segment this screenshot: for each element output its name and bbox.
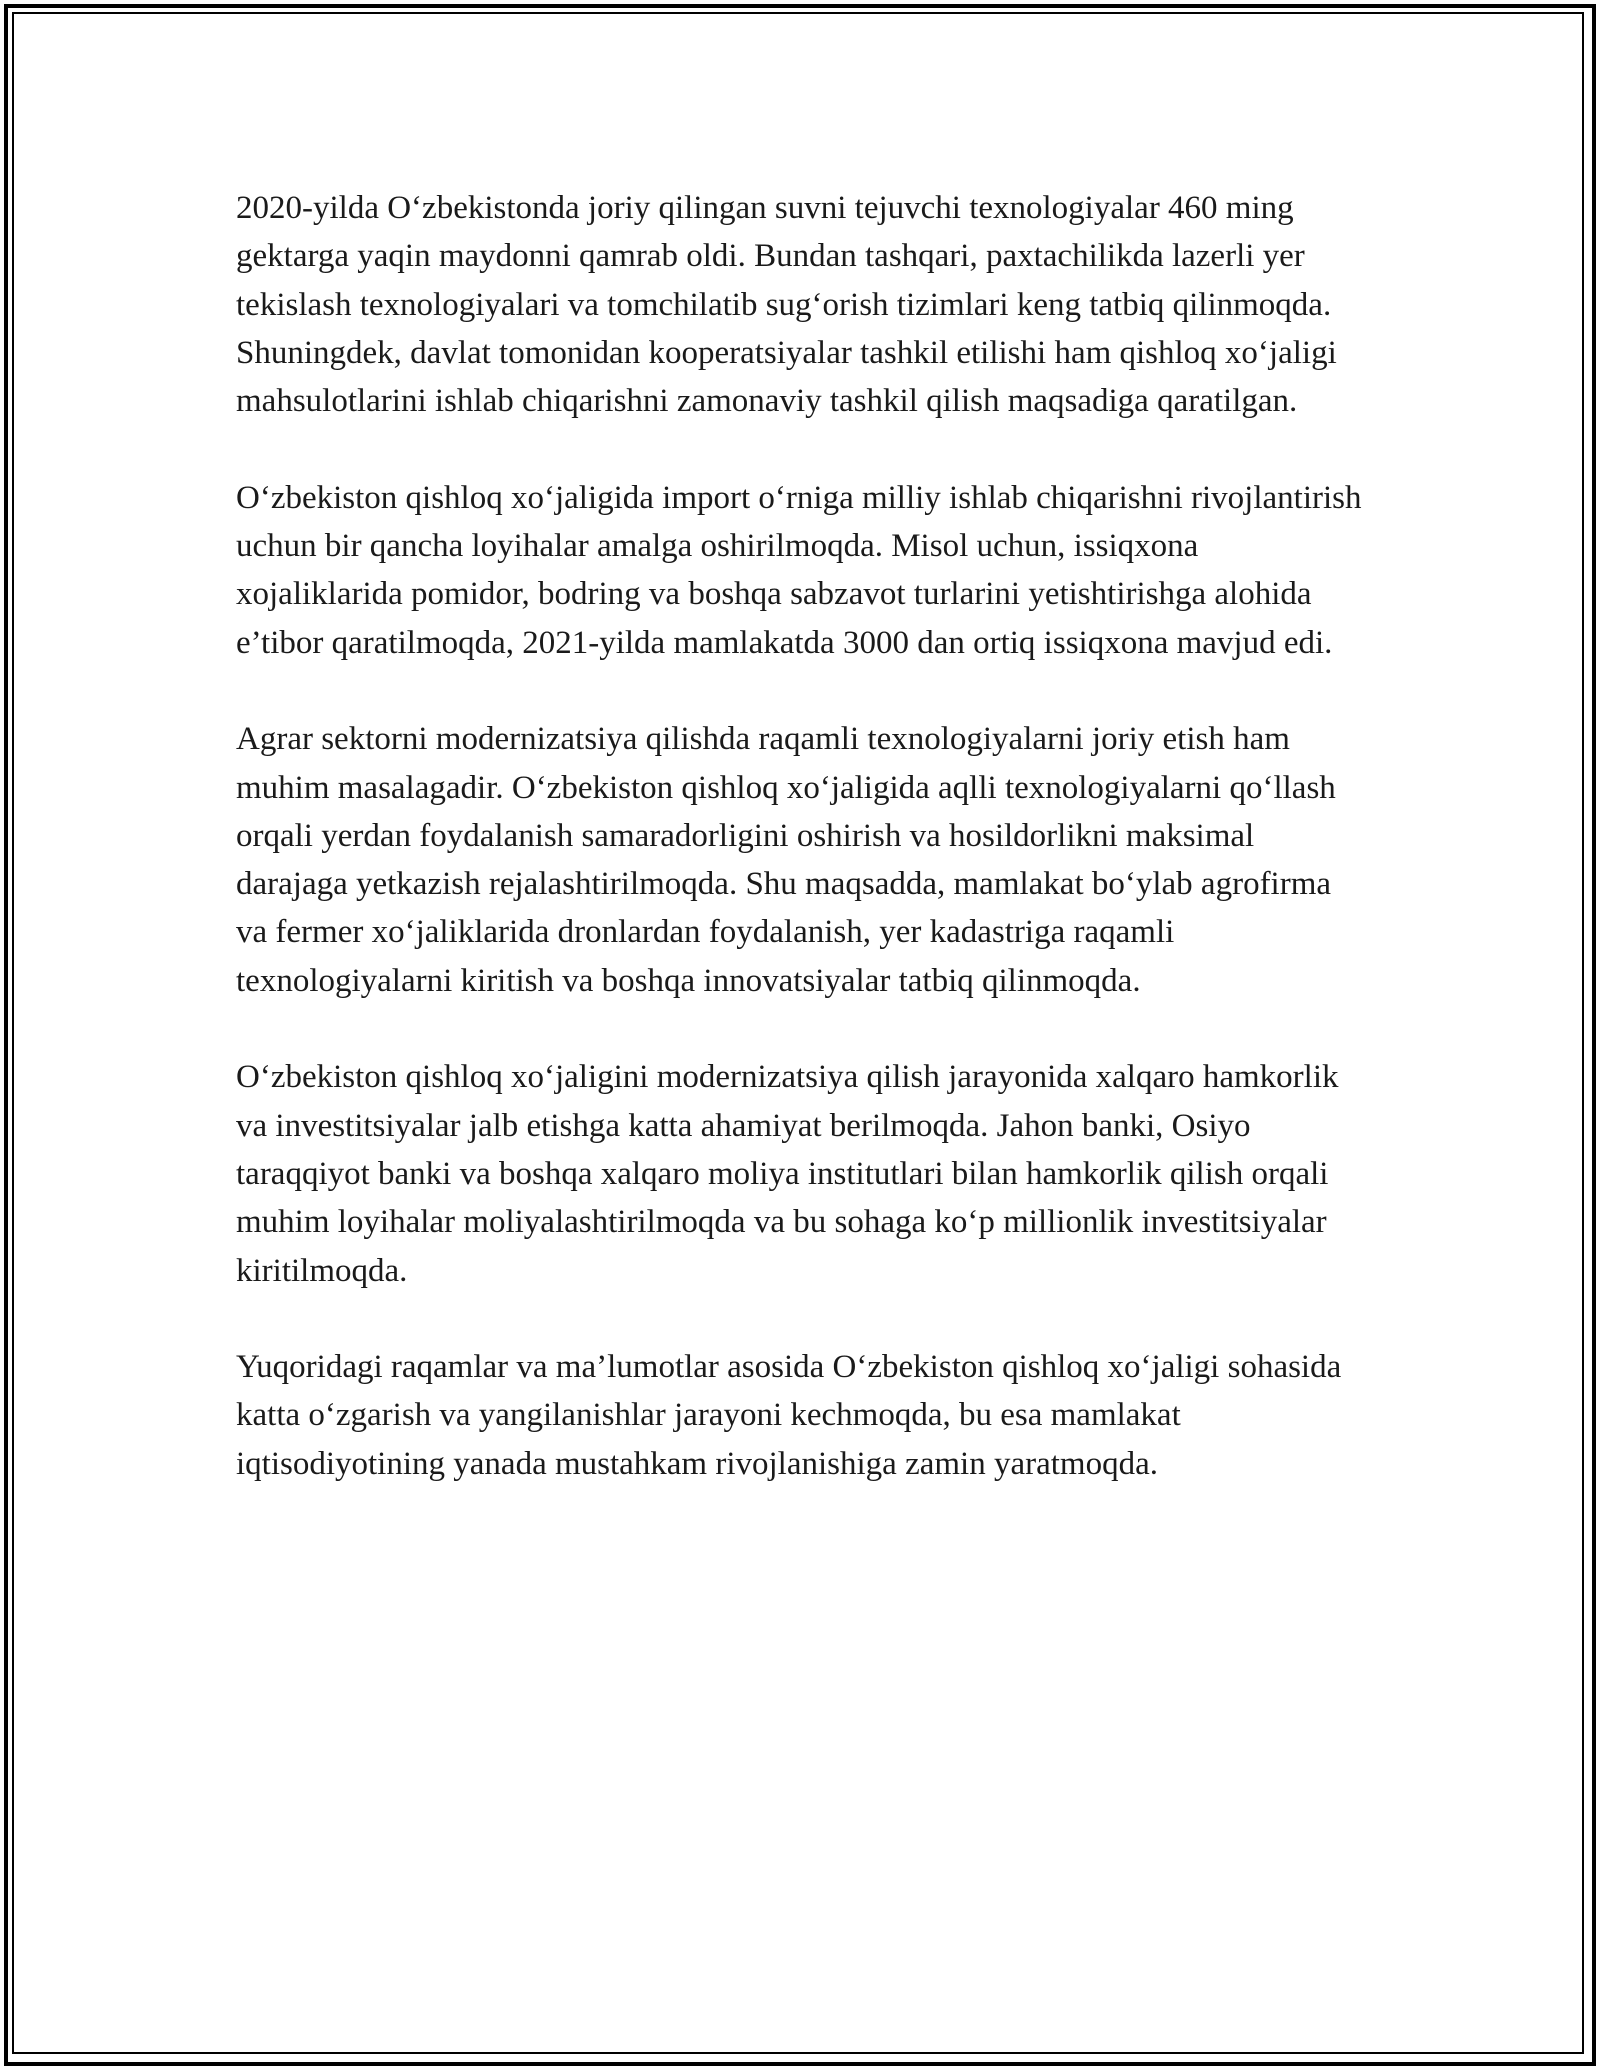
- paragraph-2: O‘zbekiston qishloq xo‘jaligida import o‘rniga milliy ishlab chiqarishni rivojlantirish uchun bir qancha loyihalar amalga oshirilmoqda. Misol uchun, issiqxona xojaliklarida pomidor, bodring va boshqa sabzavot turlarini yetishtirishga alohida e’tibor qaratilmoqda, 2021-yilda mamlakatda 3000 dan ortiq issiqxona mavjud edi.: [236, 479, 1362, 661]
- paragraph-5: Yuqoridagi raqamlar va ma’lumotlar asosida O‘zbekiston qishloq xo‘jaligi sohasida katta o‘zgarish va yangilanishlar jarayoni kechmoqda, bu esa mamlakat iqtisodiyotining yanada mustahkam rivojlanishiga zamin yaratmoqda.: [236, 1349, 1342, 1482]
- paragraph-3: Agrar sektorni modernizatsiya qilishda raqamli texnologiyalarni joriy etish ham muhim masalagadir. O‘zbekiston qishloq xo‘jaligida aqlli texnologiyalarni qo‘llash orqali yerdan foydalanish samaradorligini oshirish va hosildorlikni maksimal darajaga yetkazish rejalashtirilmoqda. Shu maqsadda, mamlakat bo‘ylab agrofirma va fermer xo‘jaliklarida dronlardan foydalanish, yer kadastriga raqamli texnologiyalarni kiritish va boshqa innovatsiyalar tatbiq qilinmoqda.: [236, 721, 1336, 999]
- document-body: [236, 184, 1366, 1536]
- paragraph-1: 2020-yilda O‘zbekistonda joriy qilingan suvni tejuvchi texnologiyalar 460 ming gektarga yaqin maydonni qamrab oldi. Bundan tashqari, paxtachilikda lazerli yer tekislash texnologiyalari va tomchilatib sug‘orish tizimlari keng tatbiq qilinmoqda. Shuningdek, davlat tomonidan kooperatsiyalar tashkil etilishi ham qishloq xo‘jaligi mahsulotlarini ishlab chiqarishni zamonaviy tashkil qilish maqsadiga qaratilgan.: [236, 190, 1337, 420]
- paragraph-4: O‘zbekiston qishloq xo‘jaligini modernizatsiya qilish jarayonida xalqaro hamkorlik va investitsiyalar jalb etishga katta ahamiyat berilmoqda. Jahon banki, Osiyo taraqqiyot banki va boshqa xalqaro moliya institutlari bilan hamkorlik qilish orqali muhim loyihalar moliyalashtirilmoqda va bu sohaga ko‘p millionlik investitsiyalar kiritilmoqda.: [236, 1059, 1339, 1289]
